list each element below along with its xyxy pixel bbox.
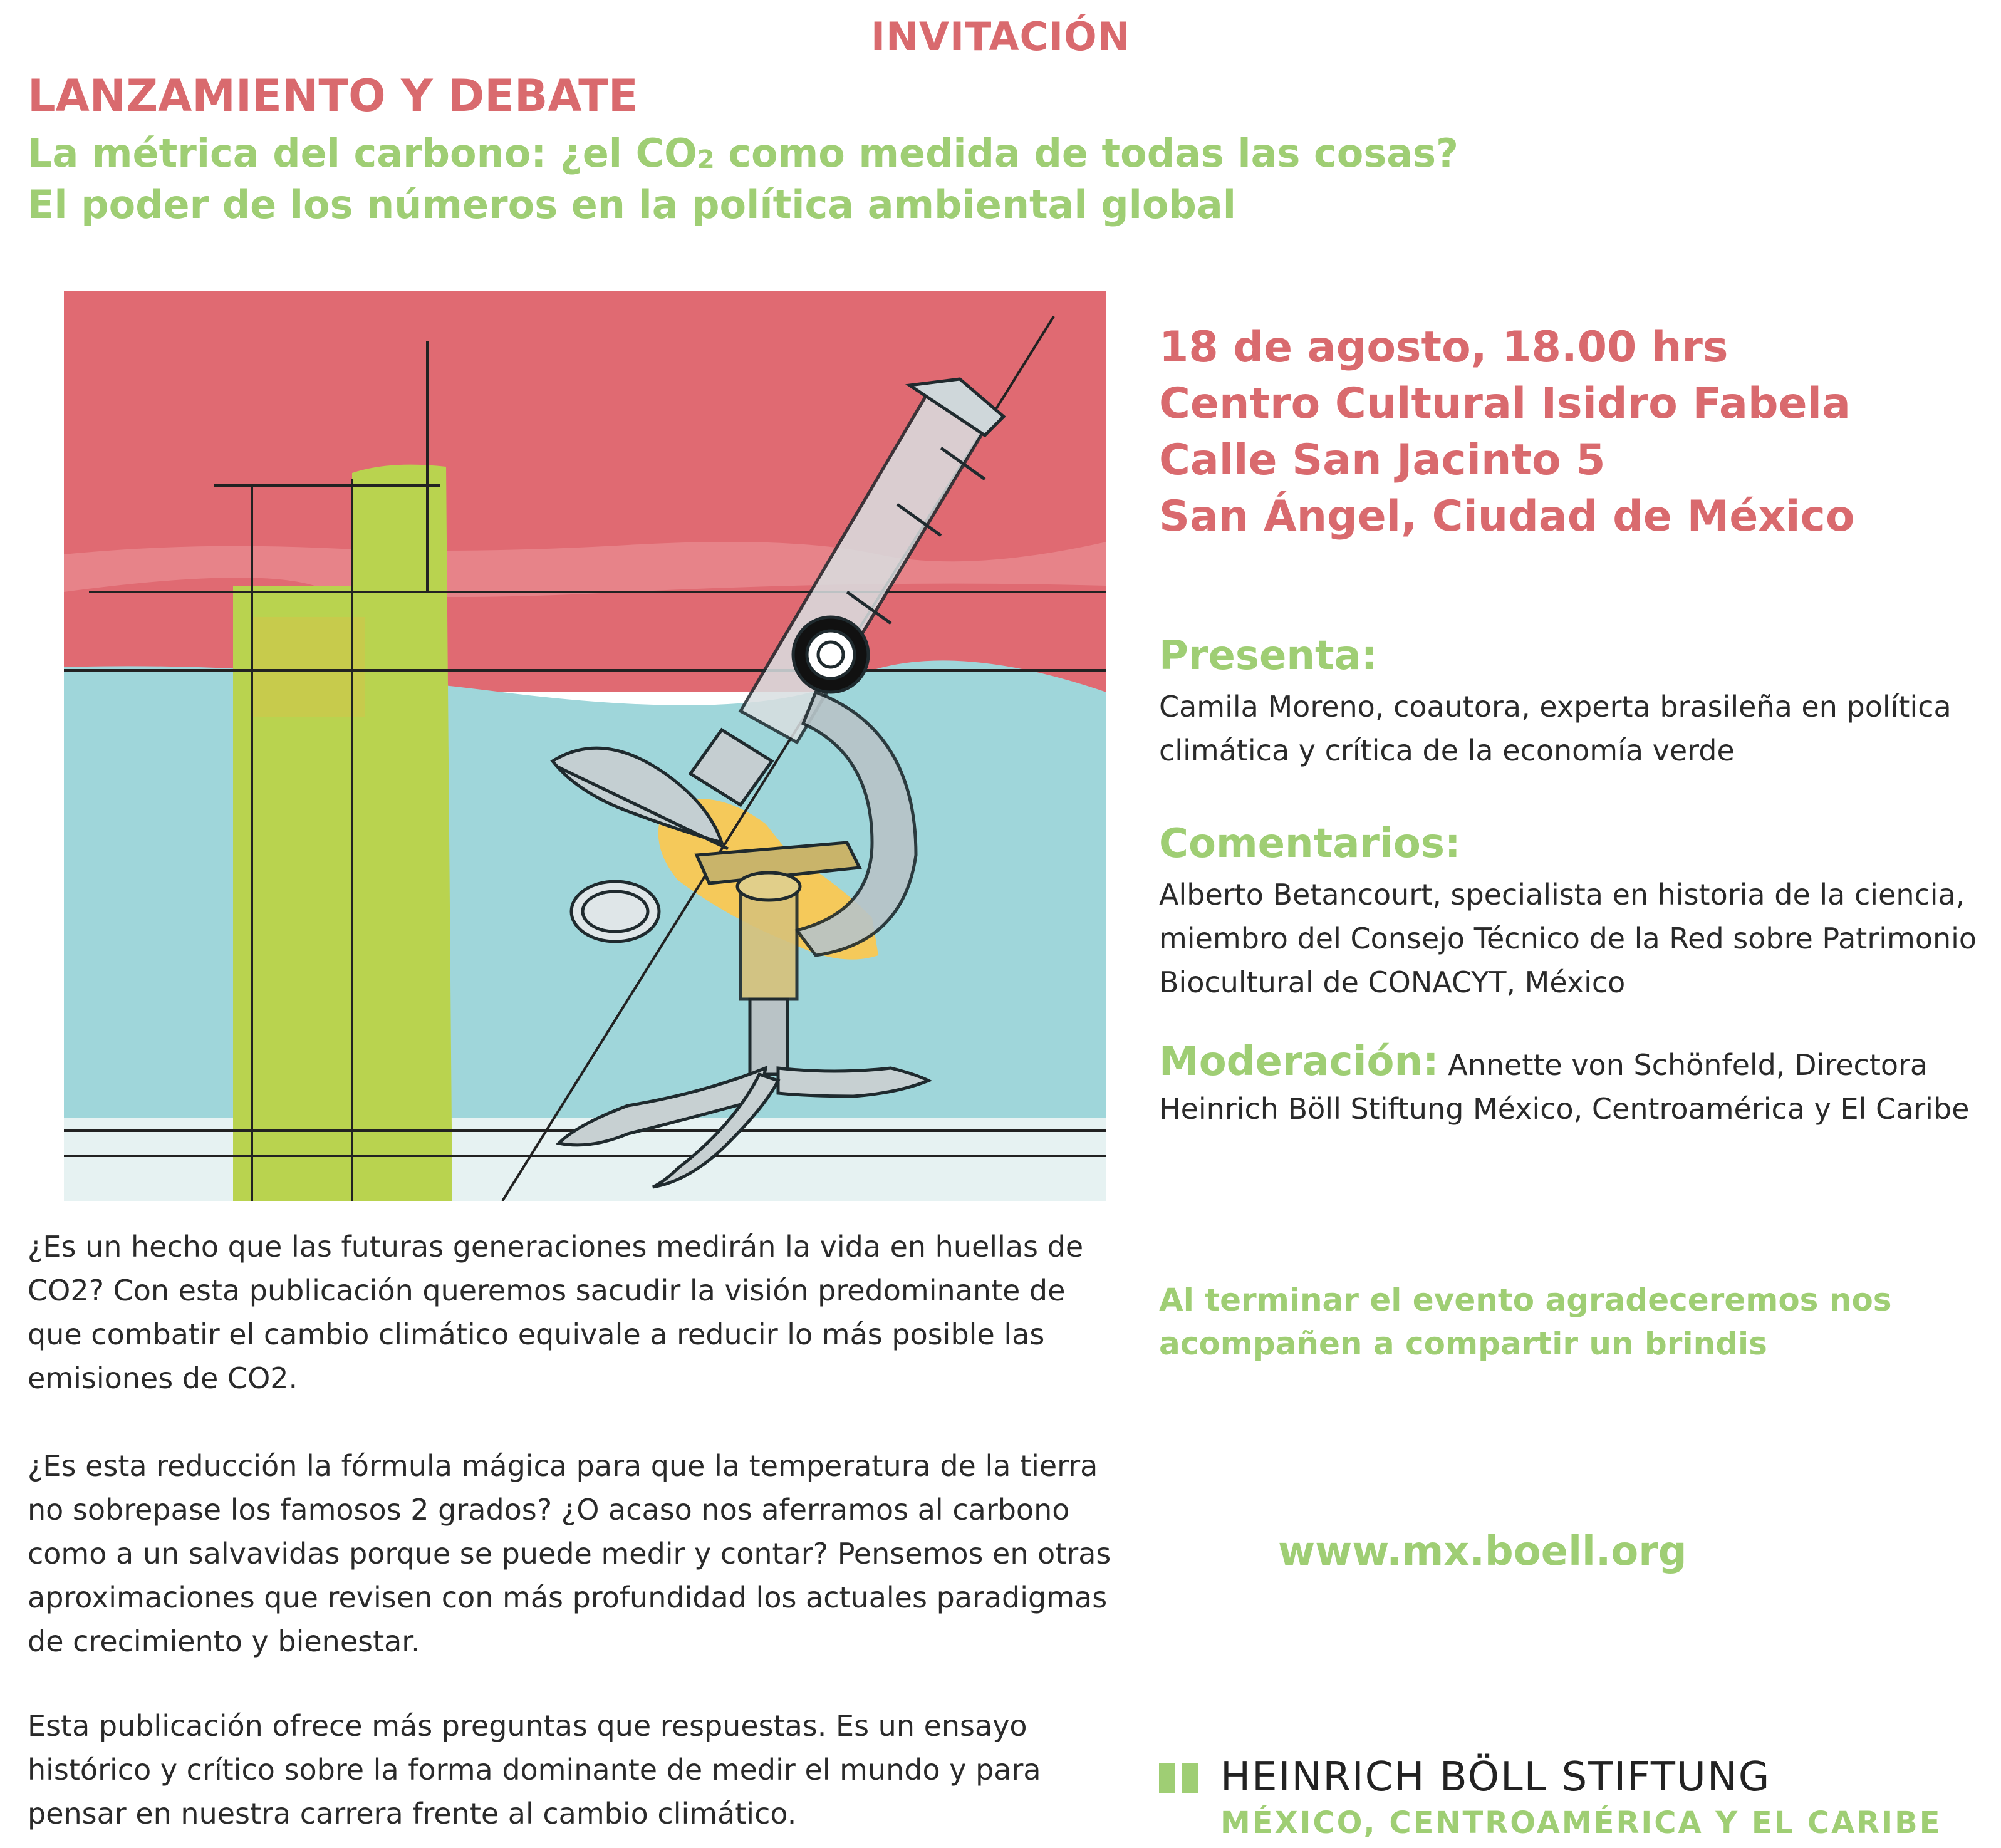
- title-line-1-before: La métrica del carbono: ¿el CO: [28, 130, 697, 176]
- launch-heading: LANZAMIENTO Y DEBATE: [28, 70, 638, 122]
- event-date-time: 18 de agosto, 18.00 hrs: [1159, 323, 1728, 372]
- presenta-text: Camila Moreno, coautora, experta brasileña en política climática y crítica de la economía verde: [1159, 690, 1952, 767]
- moderacion-block: [1159, 1040, 1986, 1131]
- art-red-band: [64, 291, 1106, 692]
- comentarios-text: Alberto Betancourt, specialista en historia de la ciencia, miembro del Consejo Técnico de la Red sobre Patrimonio Biocultural de CONACYT, México: [1159, 878, 1977, 999]
- closing-note: Al terminar el evento agradeceremos nos acompañen a compartir un brindis: [1159, 1282, 1892, 1362]
- comentarios-heading: Comentarios:: [1159, 821, 1461, 867]
- invitation-heading: INVITACIÓN: [871, 14, 1131, 60]
- event-venue: Centro Cultural Isidro Fabela: [1159, 379, 1851, 428]
- publication-title-line-2: El poder de los números en la política ambiental global: [28, 182, 1236, 227]
- body-paragraph-2: ¿Es esta reducción la fórmula mágica para que la temperatura de la tierra no sobrepase los famosos 2 grados? ¿O acaso nos aferramos al carbono como a un salvavidas porque se puede medir y contar? Pensemos en otras aproximaciones que revisen con más profundidad los actuales paradigmas de crecimiento y bienestar.: [28, 1449, 1111, 1658]
- title-co2-subscript: 2: [697, 145, 715, 174]
- presenta-heading: Presenta:: [1159, 633, 1378, 679]
- publication-title-line-1: [28, 130, 1458, 176]
- microscope-collage-illustration: [64, 291, 1106, 1201]
- moderacion-heading: Moderación:: [1159, 1039, 1439, 1085]
- website-link[interactable]: www.mx.boell.org: [1278, 1529, 1687, 1575]
- title-line-1-after: como medida de todas las cosas?: [714, 130, 1458, 176]
- logo-mark-icon: [1159, 1763, 1198, 1793]
- event-city: San Ángel, Ciudad de México: [1159, 492, 1855, 541]
- logo-region: MÉXICO, CENTROAMÉRICA Y EL CARIBE: [1220, 1805, 1942, 1840]
- moderacion-text: Annette von Schönfeld, Directora Heinrich Böll Stiftung México, Centroamérica y El Caribe: [1159, 1048, 1970, 1126]
- logo-name: HEINRICH BÖLL STIFTUNG: [1220, 1754, 1771, 1800]
- body-paragraph-3: Esta publicación ofrece más preguntas que respuestas. Es un ensayo histórico y crítico sobre la forma dominante de medir el mundo y para pensar en nuestra carrera frente al cambio climático.: [28, 1709, 1041, 1830]
- event-street: Calle San Jacinto 5: [1159, 435, 1606, 485]
- body-paragraph-1: ¿Es un hecho que las futuras generaciones medirán la vida en huellas de CO2? Con esta publicación queremos sacudir la visión predominante de que combatir el cambio climático equivale a reducir lo más posible las emisiones de CO2.: [28, 1230, 1084, 1395]
